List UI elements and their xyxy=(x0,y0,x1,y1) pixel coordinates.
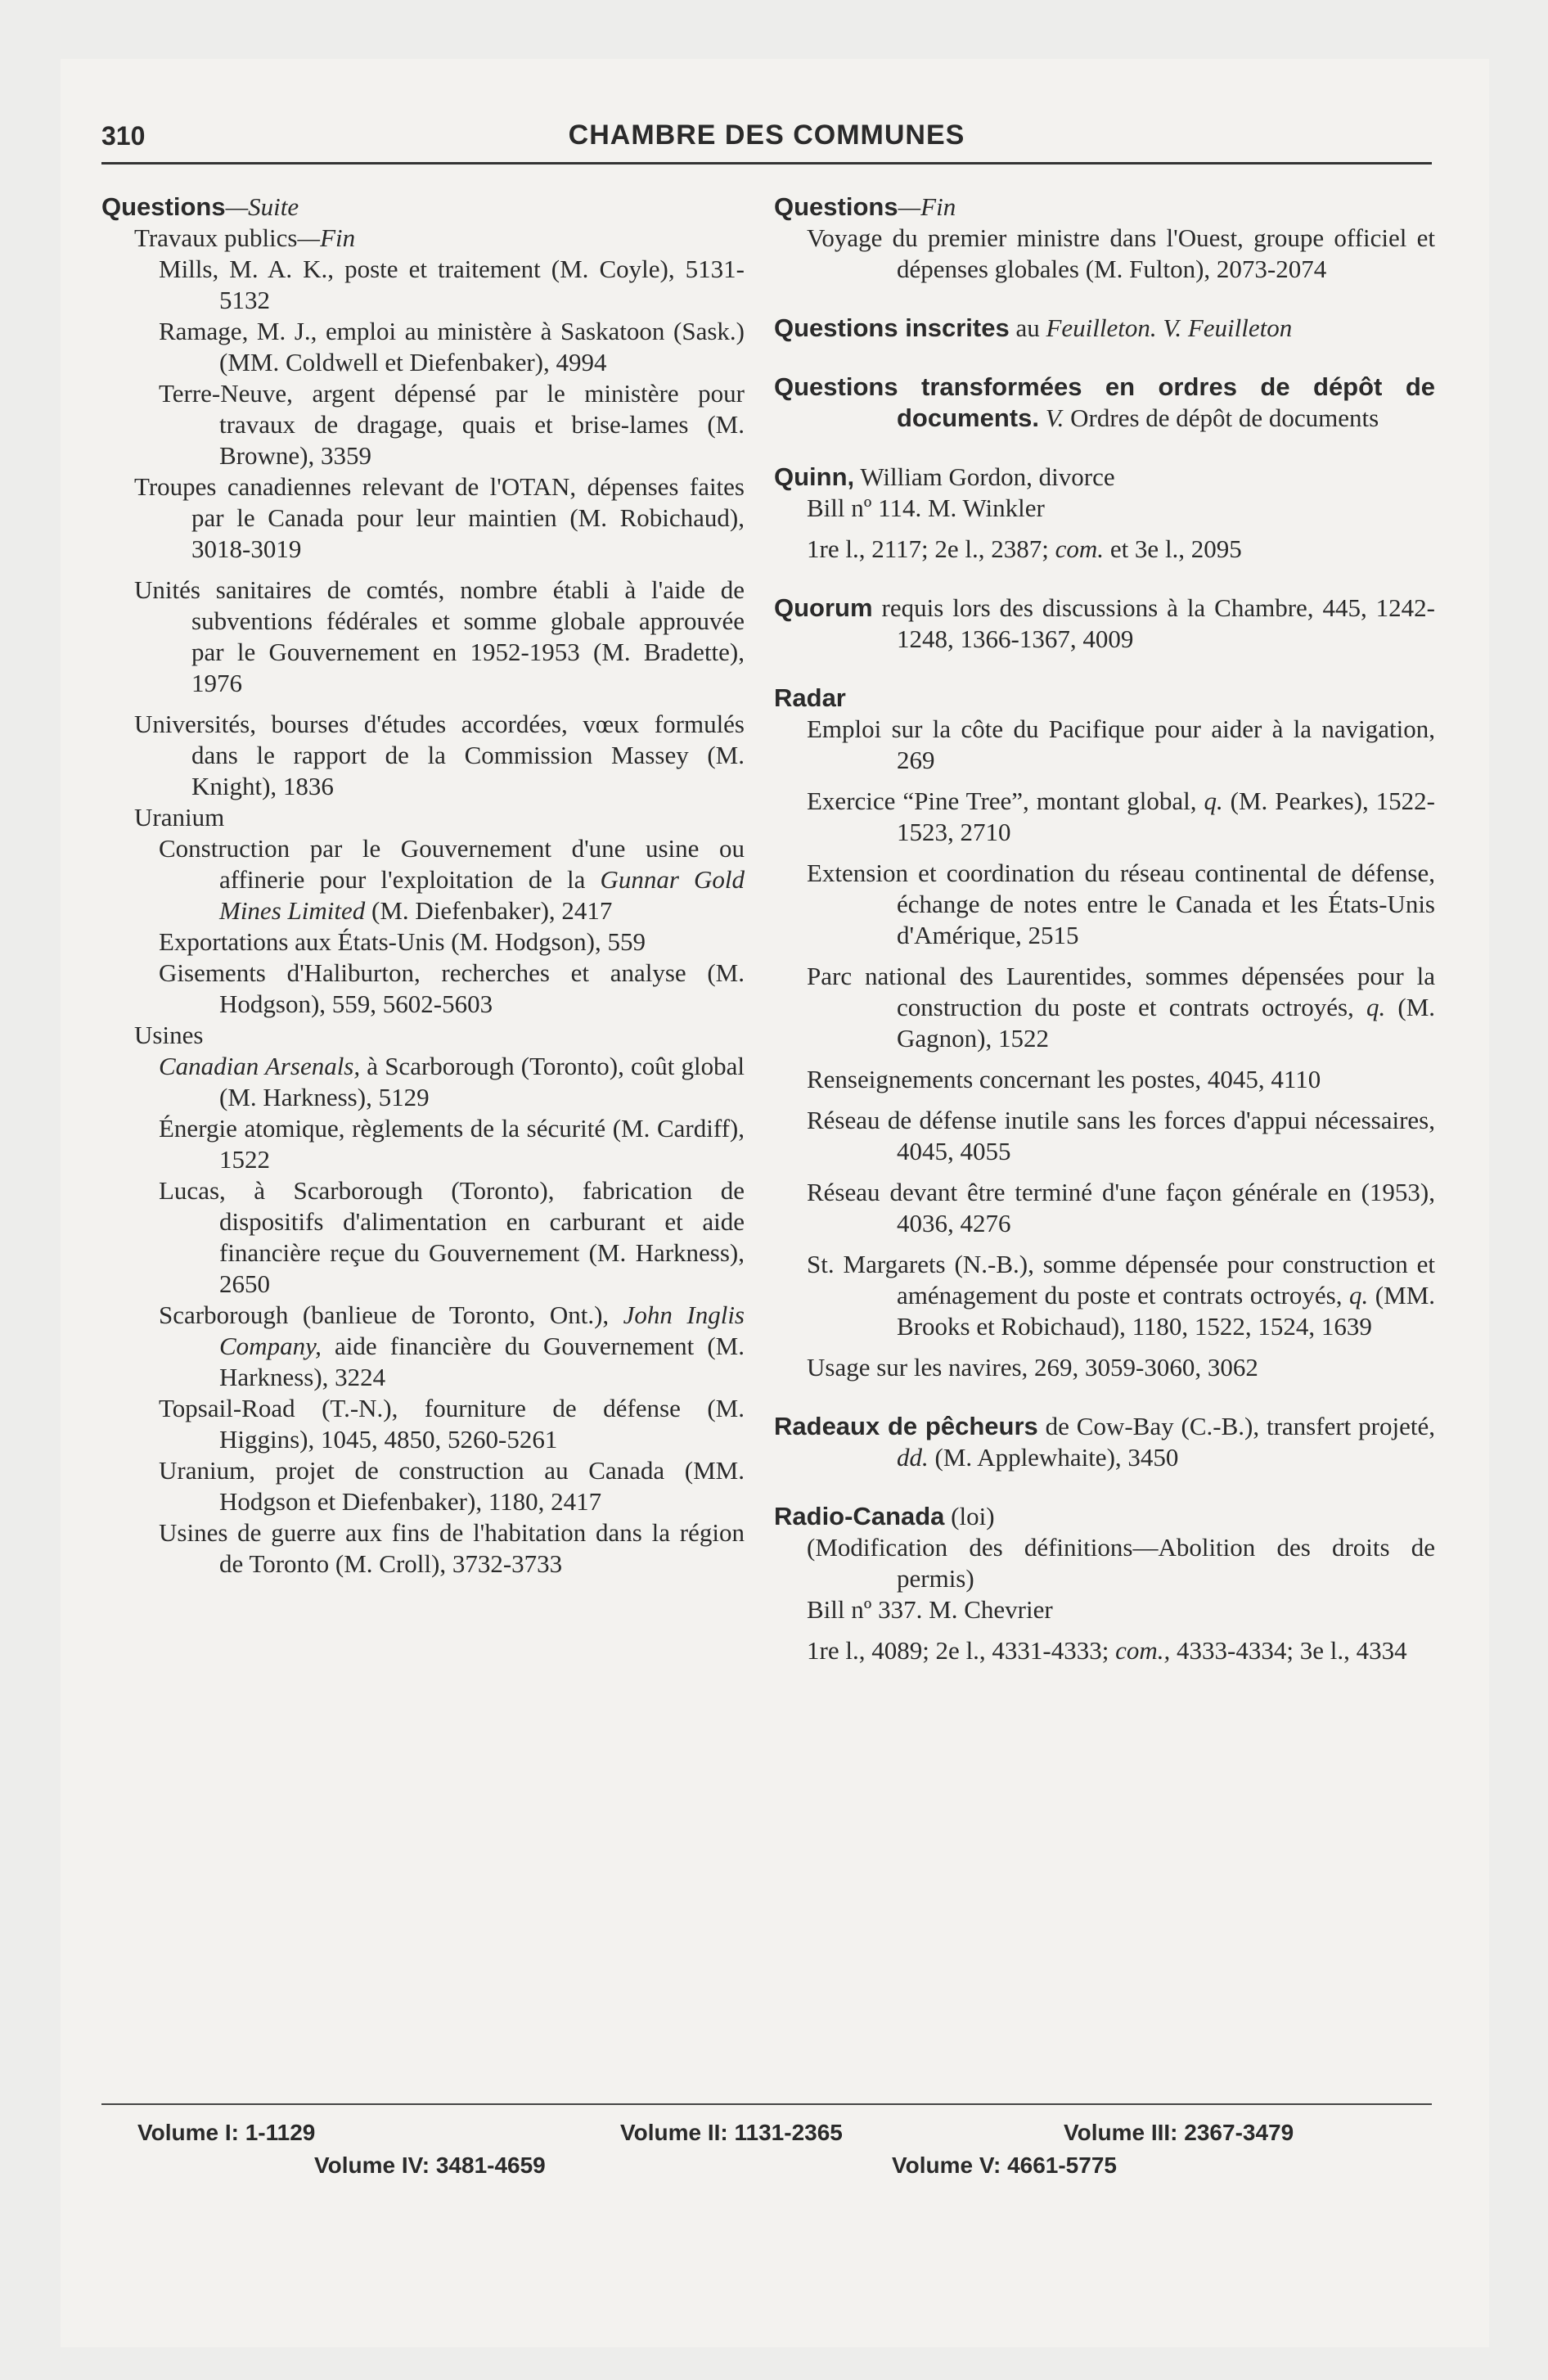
subject-usines: Usines xyxy=(134,1021,204,1049)
index-entry: Construction par le Gouvernement d'une usine ou affinerie pour l'exploitation de la Gunnar Gold Mines Limited (M. Diefenbaker), 2417 xyxy=(159,834,745,925)
index-entry: Exportations aux États-Unis (M. Hodgson), 559 xyxy=(159,927,646,956)
index-entry: Gisements d'Haliburton, recherches et analyse (M. Hodgson), 559, 5602-5603 xyxy=(159,958,745,1018)
index-entry: Bill nº 337. M. Chevrier xyxy=(807,1595,1053,1624)
index-entry: Réseau devant être terminé d'une façon générale en (1953), 4036, 4276 xyxy=(807,1178,1435,1237)
index-entry: Parc national des Laurentides, sommes dépensées pour la construction du poste et contrats octroyés, q. (M. Gagnon), 1522 xyxy=(807,962,1436,1053)
volume-5: Volume V: 4661-5775 xyxy=(892,2152,1117,2178)
page-number: 310 xyxy=(101,121,146,151)
fin-heading: Questions—Fin xyxy=(774,192,956,221)
index-entry: Exercice “Pine Tree”, montant global, q. (M. Pearkes), 1522-1523, 2710 xyxy=(807,787,1435,846)
index-entry: Renseignements concernant les postes, 4045, 4110 xyxy=(807,1065,1321,1093)
index-entry: Lucas, à Scarborough (Toronto), fabrication de dispositifs d'alimentation en carburant et aide financière reçue du Gouvernement (M. Harkness), 2650 xyxy=(159,1176,745,1298)
index-entry: Usage sur les navires, 269, 3059-3060, 3062 xyxy=(807,1353,1258,1382)
index-entry: Mills, M. A. K., poste et traitement (M. Coyle), 5131-5132 xyxy=(159,255,745,314)
page-title: CHAMBRE DES COMMUNES xyxy=(568,119,965,151)
right-column xyxy=(774,192,1435,1666)
subject-uranium: Uranium xyxy=(134,803,225,832)
index-entry: 1re l., 4089; 2e l., 4331-4333; com., 4333-4334; 3e l., 4334 xyxy=(807,1636,1407,1665)
index-entry: 1re l., 2117; 2e l., 2387; com. et 3e l., 2095 xyxy=(807,534,1242,563)
index-entry: Universités, bourses d'études accordées, vœux formulés dans le rapport de la Commission Massey (M. Knight), 1836 xyxy=(134,710,745,800)
index-entry: Uranium, projet de construction au Canada (MM. Hodgson et Diefenbaker), 1180, 2417 xyxy=(159,1456,745,1516)
index-entry: Emploi sur la côte du Pacifique pour aider à la navigation, 269 xyxy=(807,714,1435,774)
index-entry: Ramage, M. J., emploi au ministère à Saskatoon (Sask.) (MM. Coldwell et Diefenbaker), 4994 xyxy=(159,317,745,376)
header-rule xyxy=(101,162,1432,165)
volume-4: Volume IV: 3481-4659 xyxy=(314,2152,546,2178)
volume-3: Volume III: 2367-3479 xyxy=(1064,2120,1294,2145)
sub-heading: Travaux publics—Fin xyxy=(134,223,356,252)
index-entry: Réseau de défense inutile sans les forces d'appui nécessaires, 4045, 4055 xyxy=(807,1106,1435,1165)
index-entry: Troupes canadiennes relevant de l'OTAN, dépenses faites par le Canada pour leur maintien (M. Robichaud), 3018-3019 xyxy=(134,472,745,563)
index-entry: Canadian Arsenals, à Scarborough (Toronto), coût global (M. Harkness), 5129 xyxy=(159,1052,745,1111)
index-entry: Bill nº 114. M. Winkler xyxy=(807,494,1045,522)
page-header xyxy=(101,115,1432,164)
index-entry: Scarborough (banlieue de Toronto, Ont.), John Inglis Company, aide financière du Gouvernement (M. Harkness), 3224 xyxy=(159,1300,745,1391)
index-entry: Unités sanitaires de comtés, nombre établi à l'aide de subventions fédérales et somme globale approuvée par le Gouvernement en 1952-1953 (M. Bradette), 1976 xyxy=(134,575,745,697)
volume-2: Volume II: 1131-2365 xyxy=(620,2120,843,2145)
index-entry: Usines de guerre aux fins de l'habitation dans la région de Toronto (M. Croll), 3732-3733 xyxy=(159,1518,745,1578)
footer-rule xyxy=(101,2103,1432,2105)
index-entry: (Modification des définitions—Abolition des droits de permis) xyxy=(807,1533,1435,1593)
index-entry: Terre-Neuve, argent dépensé par le ministère pour travaux de dragage, quais et brise-lames (M. Browne), 3359 xyxy=(159,379,745,470)
subject-radar: Radar xyxy=(774,683,846,712)
continued-heading: Questions—Suite xyxy=(101,192,299,221)
index-entry: St. Margarets (N.-B.), somme dépensée pour construction et aménagement du poste et contrats octroyés, q. (MM. Brooks et Robichaud), 1180, 1522, 1524, 1639 xyxy=(807,1250,1436,1341)
index-heading: Questions transformées en ordres de dépôt de documents. V. Ordres de dépôt de documents xyxy=(774,372,1435,432)
volume-footer xyxy=(101,2113,1432,2187)
index-entry: Extension et coordination du réseau continental de défense, échange de notes entre le Canada et les États-Unis d'Amérique, 2515 xyxy=(807,859,1435,949)
left-column xyxy=(101,192,745,1580)
volume-1: Volume I: 1-1129 xyxy=(137,2120,316,2145)
index-entry: Énergie atomique, règlements de la sécurité (M. Cardiff), 1522 xyxy=(159,1114,745,1174)
index-heading: Radio-Canada (loi) xyxy=(774,1502,995,1530)
index-heading: Radeaux de pêcheurs de Cow-Bay (C.-B.), transfert projeté, dd. (M. Applewhaite), 3450 xyxy=(774,1412,1435,1472)
index-entry: Voyage du premier ministre dans l'Ouest, groupe officiel et dépenses globales (M. Fulton), 2073-2074 xyxy=(807,223,1435,283)
index-entry: Topsail-Road (T.-N.), fourniture de défense (M. Higgins), 1045, 4850, 5260-5261 xyxy=(159,1394,745,1454)
index-heading: Quinn, William Gordon, divorce xyxy=(774,462,1115,491)
index-heading: Questions inscrites au Feuilleton. V. Feuilleton xyxy=(774,313,1293,342)
index-heading: Quorum requis lors des discussions à la Chambre, 445, 1242-1248, 1366-1367, 4009 xyxy=(774,593,1435,653)
